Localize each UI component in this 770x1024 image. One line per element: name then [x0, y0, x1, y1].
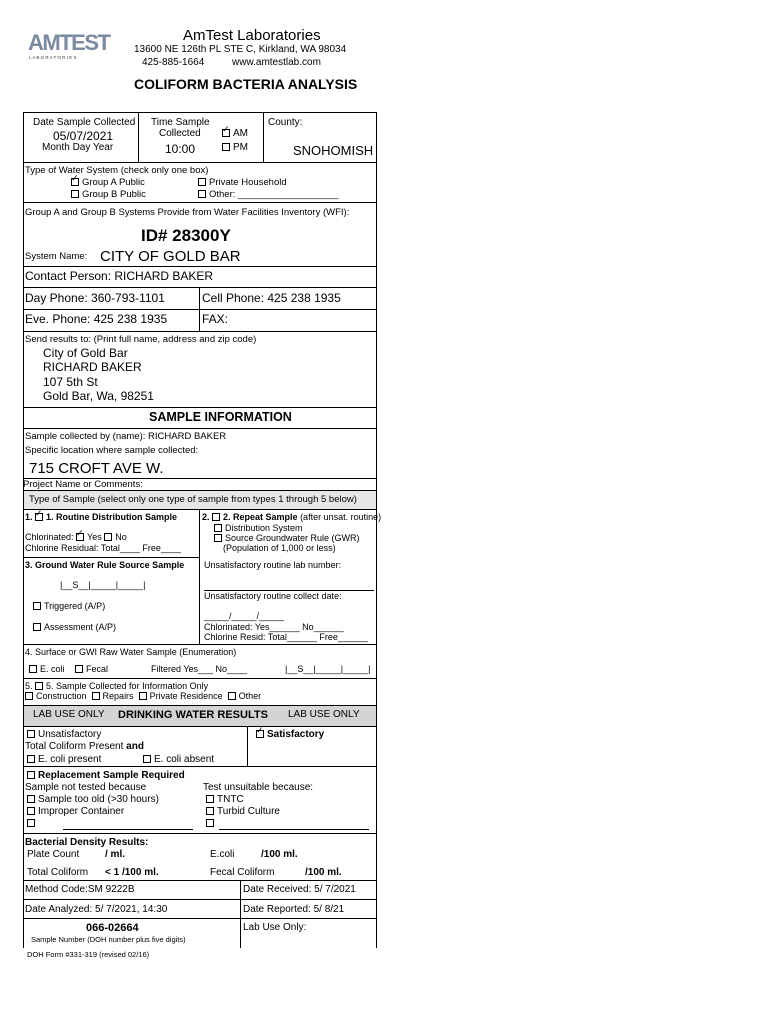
ecoli-result-unit: /100 ml. — [261, 849, 298, 860]
satisfactory-option[interactable] — [256, 730, 324, 740]
date-collected-value[interactable]: 05/07/2021 — [53, 129, 114, 143]
type3-source[interactable]: |__S__|_____|_____| — [60, 580, 146, 590]
coliform-form — [23, 112, 382, 948]
send-line-3[interactable]: 107 5th St — [43, 375, 98, 389]
svg-text:L A B O R A T O R I E S: L A B O R A T O R I E S — [29, 55, 77, 60]
unsat-date-blank[interactable]: _____/_____/_____ — [204, 611, 285, 621]
turbid-label: Turbid Culture — [217, 806, 280, 817]
repairs-label: Repairs — [102, 691, 134, 701]
distribution-label: Distribution System — [225, 523, 303, 533]
gwr-checkbox[interactable] — [214, 534, 222, 542]
distribution-option[interactable] — [214, 524, 303, 533]
assessment-checkbox[interactable] — [33, 623, 41, 631]
date-format-label: Month Day Year — [42, 142, 114, 153]
unsuitable-other-checkbox[interactable] — [206, 819, 214, 827]
ecoli-option[interactable] — [29, 665, 65, 674]
private-household-option[interactable] — [198, 178, 287, 188]
satisfactory-label: Satisfactory — [267, 729, 325, 740]
tntc-option[interactable] — [206, 795, 244, 805]
chlorinated-no-checkbox[interactable] — [104, 533, 112, 541]
total-coliform-present-label: Total Coliform Present — [25, 741, 124, 752]
repeat-chlorinated[interactable]: Chlorinated: Yes______ No______ — [204, 622, 344, 632]
unsatisfactory-option[interactable] — [27, 730, 101, 740]
chlorinated-yes-label: Yes — [87, 532, 102, 542]
other-option[interactable] — [198, 190, 338, 200]
type1-title: 1. Routine Distribution Sample — [46, 512, 178, 522]
improper-option[interactable] — [27, 807, 124, 817]
company-phone: 425-885-1664 — [142, 57, 205, 68]
wfi-label: Group A and Group B Systems Provide from Water Facilities Inventory (WFI): — [25, 207, 350, 218]
private-household-label: Private Household — [209, 177, 287, 188]
fecal-checkbox[interactable] — [75, 665, 83, 673]
cell-phone[interactable]: Cell Phone: 425 238 1935 — [202, 291, 341, 305]
private-household-checkbox[interactable] — [198, 178, 206, 186]
type2-suffix: (after unsat. routine) — [300, 512, 382, 522]
triggered-option[interactable] — [33, 602, 105, 611]
lab-use-only: Lab Use Only: — [243, 922, 307, 933]
not-tested-other-checkbox[interactable] — [27, 819, 35, 827]
svg-text:AMTEST: AMTEST — [28, 30, 110, 55]
system-type-label: Type of Water System (check only one box) — [25, 165, 209, 176]
population-note: (Population of 1,000 or less) — [223, 543, 336, 553]
company-address: 13600 NE 126th PL STE C, Kirkland, WA 98034 — [134, 44, 347, 55]
info-only-checkbox[interactable] — [35, 682, 43, 690]
total-coliform-present — [25, 742, 144, 752]
date-analyzed[interactable]: Date Analyzed: 5/ 7/2021, 14:30 — [25, 904, 168, 915]
fecal-option[interactable] — [75, 665, 108, 674]
ecoli-absent-checkbox[interactable] — [143, 755, 151, 763]
unsuitable-label: Test unsuitable because: — [203, 782, 314, 793]
fax[interactable]: FAX: — [202, 312, 229, 326]
location-label: Specific location where sample collected: — [25, 445, 199, 456]
system-name-label: System Name: — [25, 251, 88, 262]
construction-checkbox[interactable] — [25, 692, 33, 700]
method-code[interactable]: Method Code:SM 9222B — [25, 884, 135, 895]
sample-type-heading: Type of Sample (select only one type of sample from types 1 through 5 below) — [29, 494, 357, 505]
not-tested-other-option[interactable] — [27, 819, 38, 829]
routine-checkbox[interactable] — [35, 513, 43, 521]
date-received[interactable]: Date Received: 5/ 7/2021 — [243, 884, 356, 895]
satisfactory-checkbox[interactable] — [256, 730, 264, 738]
type5-title: 5. Sample Collected for Information Only — [46, 681, 209, 691]
other-info-checkbox[interactable] — [228, 692, 236, 700]
turbid-option[interactable] — [206, 807, 280, 817]
ecoli-absent-label: E. coli absent — [154, 754, 215, 765]
fecal-label: Fecal — [86, 664, 109, 674]
group-a-option[interactable] — [71, 178, 145, 188]
ecoli-label: E. coli — [40, 664, 65, 674]
page-title: COLIFORM BACTERIA ANALYSIS — [134, 76, 358, 92]
type5-option[interactable]: 5. 5. Sample Collected for Information Only — [25, 681, 209, 691]
form-footer: DOH Form #331-319 (revised 02/16) — [27, 950, 150, 959]
not-tested-label: Sample not tested because — [25, 782, 147, 793]
triggered-label: Triggered (A/P) — [44, 601, 106, 611]
group-b-checkbox[interactable] — [71, 190, 79, 198]
plate-count-unit: / ml. — [105, 849, 126, 860]
system-id[interactable]: ID# 28300Y — [141, 226, 231, 245]
group-a-label: Group A Public — [82, 177, 145, 188]
plate-count-label: Plate Count — [27, 849, 80, 860]
chlorinated-no-label: No — [115, 532, 127, 542]
type1-option[interactable]: 1. ✓1. Routine Distribution Sample — [25, 513, 177, 522]
chlorinated-label: Chlorinated: — [25, 532, 74, 542]
time-value[interactable]: 10:00 — [165, 142, 196, 156]
tntc-label: TNTC — [217, 794, 244, 805]
collected-by[interactable]: Sample collected by (name): RICHARD BAKER — [25, 431, 227, 442]
type1-residual[interactable]: Chlorine Residual: Total____ Free____ — [25, 543, 181, 553]
type2-option[interactable]: 2. 2. Repeat Sample (after unsat. routine) — [202, 512, 382, 522]
too-old-label: Sample too old (>30 hours) — [38, 794, 159, 805]
unsat-lab-label: Unsatisfactory routine lab number: — [204, 560, 342, 570]
ecoli-present-option[interactable] — [27, 755, 101, 765]
tntc-checkbox[interactable] — [206, 795, 214, 803]
eve-phone[interactable]: Eve. Phone: 425 238 1935 — [25, 312, 168, 326]
send-results-label: Send results to: (Print full name, address and zip code) — [25, 334, 257, 345]
triggered-checkbox[interactable] — [33, 602, 41, 610]
density-heading: Bacterial Density Results: — [25, 837, 149, 848]
pm-option[interactable] — [222, 143, 248, 153]
private-residence-checkbox[interactable] — [139, 692, 147, 700]
group-b-option[interactable] — [71, 190, 146, 200]
distribution-checkbox[interactable] — [214, 524, 222, 532]
day-phone[interactable]: Day Phone: 360-793-1101 — [25, 291, 165, 305]
replacement-checkbox[interactable] — [27, 771, 35, 779]
company-website: www.amtestlab.com — [232, 57, 321, 68]
group-b-label: Group B Public — [82, 189, 146, 200]
system-name-value[interactable]: CITY OF GOLD BAR — [100, 248, 241, 265]
location-value[interactable]: 715 CROFT AVE W. — [29, 460, 164, 477]
date-reported[interactable]: Date Reported: 5/ 8/21 — [243, 904, 345, 915]
sample-info-heading: SAMPLE INFORMATION — [149, 410, 292, 424]
repeat-checkbox[interactable] — [212, 513, 220, 521]
and-label: and — [126, 741, 144, 752]
send-line-2[interactable]: RICHARD BAKER — [43, 360, 142, 374]
results-heading: DRINKING WATER RESULTS — [118, 709, 268, 721]
send-line-4[interactable]: Gold Bar, Wa, 98251 — [43, 389, 154, 403]
total-coliform-value[interactable]: < 1 /100 ml. — [105, 867, 159, 878]
project-comments[interactable]: Project Name or Comments: — [23, 479, 143, 490]
am-option[interactable] — [222, 129, 248, 139]
type4-source[interactable]: |__S__|_____|_____| — [285, 664, 371, 674]
type2-title: 2. Repeat Sample — [223, 512, 298, 522]
company-name: AmTest Laboratories — [183, 27, 321, 44]
fecal-coliform-label: Fecal Coliform — [210, 867, 275, 878]
ecoli-present-checkbox[interactable] — [27, 755, 35, 763]
lab-use-right: LAB USE ONLY — [288, 709, 360, 720]
repairs-checkbox[interactable] — [92, 692, 100, 700]
replacement-option[interactable] — [27, 771, 185, 781]
other-info-label: Other — [238, 691, 262, 701]
gwr-option[interactable] — [214, 534, 360, 543]
assessment-label: Assessment (A/P) — [44, 622, 117, 632]
improper-label: Improper Container — [38, 806, 125, 817]
unsuitable-other-line[interactable] — [219, 829, 369, 830]
private-residence-label: Private Residence — [149, 691, 223, 701]
date-collected-label: Date Sample Collected — [33, 117, 136, 128]
unsuitable-other-option[interactable] — [206, 819, 217, 829]
contact-person[interactable]: Contact Person: RICHARD BAKER — [25, 269, 214, 283]
turbid-checkbox[interactable] — [206, 807, 214, 815]
county-label: County: — [268, 117, 303, 128]
ecoli-absent-option[interactable] — [143, 755, 214, 765]
other-label: Other: ___________________ — [209, 189, 339, 200]
type4-title: 4. Surface or GWI Raw Water Sample (Enumeration) — [25, 647, 237, 657]
am-checkbox[interactable] — [222, 129, 230, 137]
repeat-resid[interactable]: Chlorine Resid: Total______ Free______ — [204, 632, 368, 642]
fecal-coliform-unit: /100 ml. — [305, 867, 342, 878]
pm-label: PM — [233, 142, 248, 153]
type1-chlorinated — [25, 533, 127, 542]
chlorinated-yes-checkbox[interactable] — [76, 533, 84, 541]
group-a-checkbox[interactable] — [71, 178, 79, 186]
ecoli-checkbox[interactable] — [29, 665, 37, 673]
not-tested-other-line[interactable] — [63, 829, 193, 830]
time-label-1: Time Sample — [151, 117, 210, 128]
total-coliform-label: Total Coliform — [27, 867, 89, 878]
gwr-label: Source Groundwater Rule (GWR) — [225, 533, 360, 543]
type5-options — [25, 692, 261, 701]
ecoli-present-label: E. coli present — [38, 754, 102, 765]
unsatisfactory-checkbox[interactable] — [27, 730, 35, 738]
send-line-1[interactable]: City of Gold Bar — [43, 346, 128, 360]
amtest-logo — [28, 30, 114, 60]
construction-label: Construction — [36, 691, 87, 701]
other-checkbox[interactable] — [198, 190, 206, 198]
sample-number-label: Sample Number (DOH number plus five digits) — [31, 935, 186, 944]
filtered[interactable]: Filtered Yes___ No____ — [151, 664, 248, 674]
ecoli-result-label: E.coli — [210, 849, 235, 860]
too-old-option[interactable] — [27, 795, 159, 805]
pm-checkbox[interactable] — [222, 143, 230, 151]
am-label: AM — [233, 128, 248, 139]
replacement-label: Replacement Sample Required — [38, 770, 185, 781]
assessment-option[interactable] — [33, 623, 116, 632]
too-old-checkbox[interactable] — [27, 795, 35, 803]
unsat-date-label: Unsatisfactory routine collect date: — [204, 591, 342, 601]
county-value[interactable]: SNOHOMISH — [293, 143, 374, 158]
improper-checkbox[interactable] — [27, 807, 35, 815]
unsatisfactory-label: Unsatisfactory — [38, 729, 102, 740]
lab-use-left: LAB USE ONLY — [33, 709, 105, 720]
time-label-2: Collected — [159, 128, 201, 139]
sample-number[interactable]: 066-02664 — [86, 922, 139, 934]
type3-title: 3. Ground Water Rule Source Sample — [25, 560, 185, 570]
